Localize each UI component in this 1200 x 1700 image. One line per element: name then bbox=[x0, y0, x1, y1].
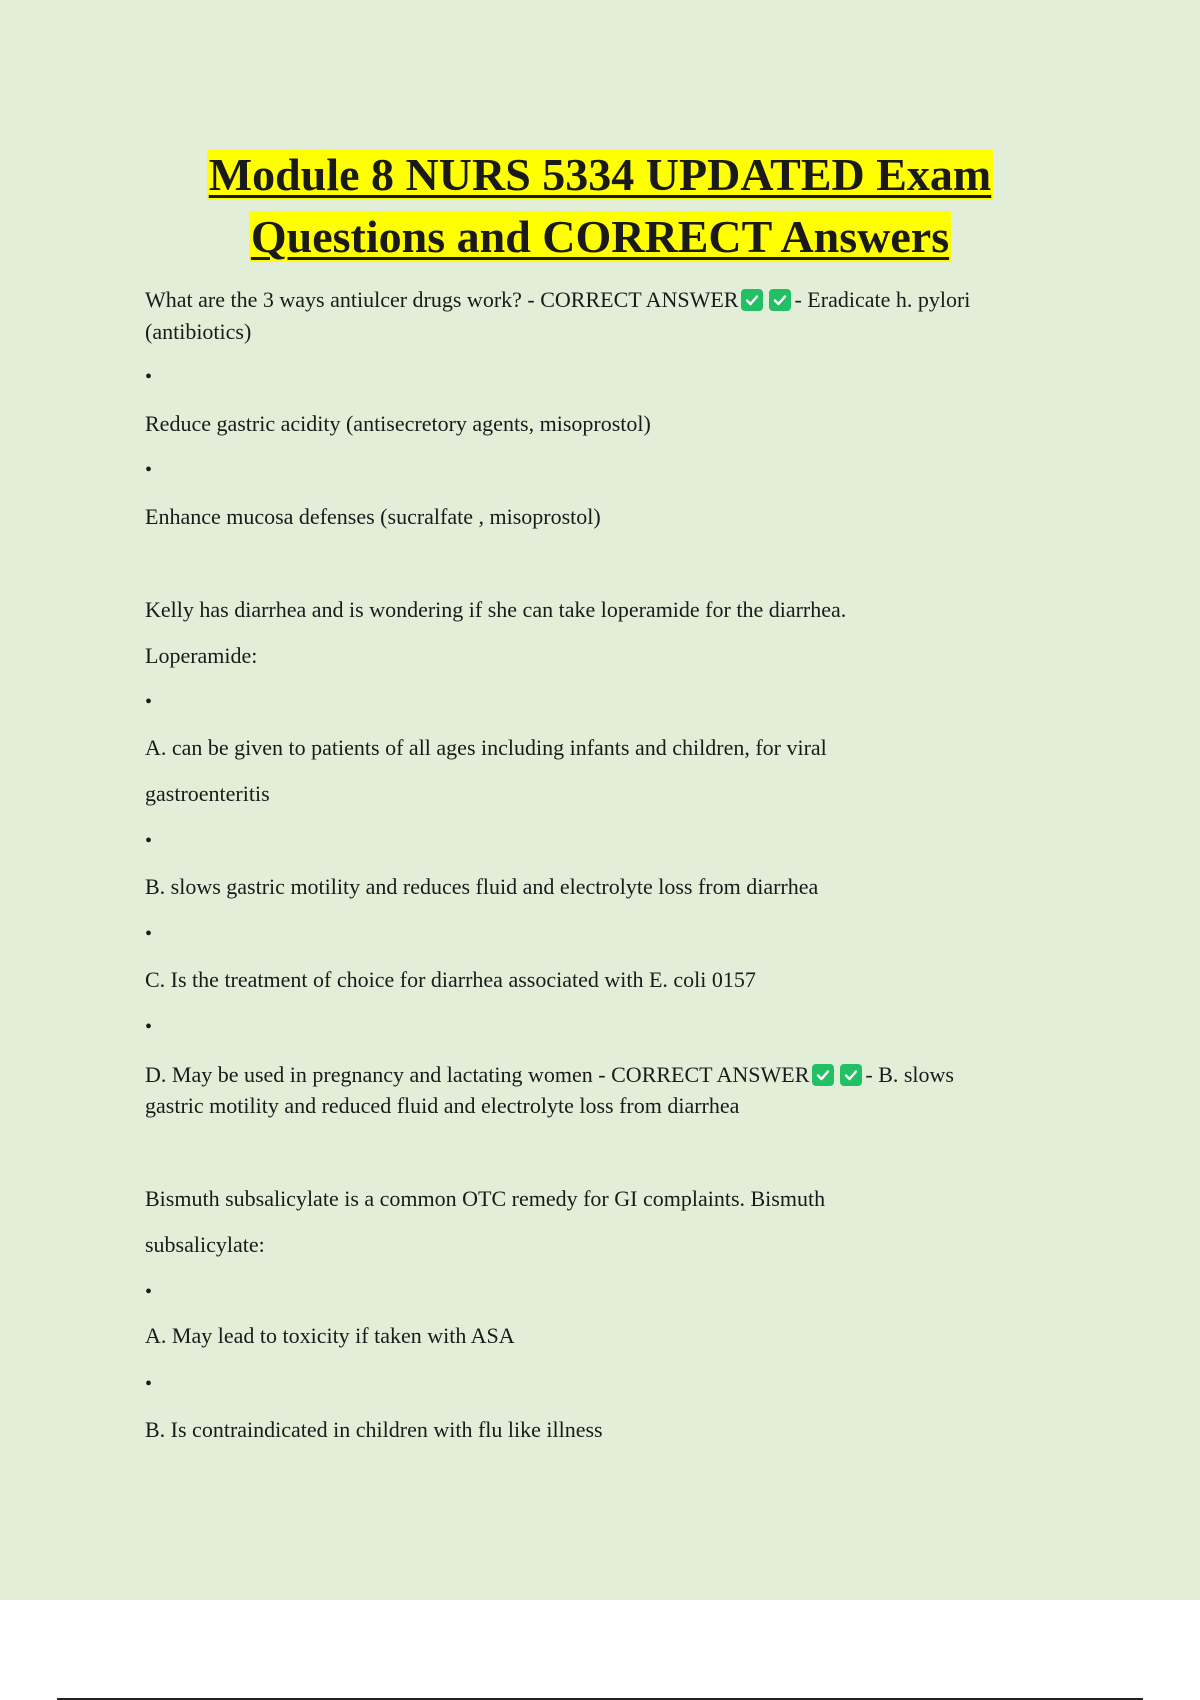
q2-option-a-line-2: gastroenteritis bbox=[145, 781, 270, 806]
check-mark-icon bbox=[812, 1064, 834, 1086]
q2-option-b: B. slows gastric motility and reduces fluid and electrolyte loss from diarrhea bbox=[145, 874, 819, 899]
q1-question-line bbox=[145, 284, 1075, 315]
q3-question-line-1: Bismuth subsalicylate is a common OTC remedy for GI complaints. Bismuth bbox=[145, 1186, 826, 1211]
bullet-marker: • bbox=[145, 830, 153, 852]
q2-option-d-text: D. May be used in pregnancy and lactating women - CORRECT ANSWER bbox=[145, 1062, 810, 1087]
title-line-2: Questions and CORRECT Answers bbox=[250, 211, 950, 262]
bullet-marker: • bbox=[145, 366, 153, 388]
bullet-marker: • bbox=[145, 923, 153, 945]
check-mark-icon bbox=[769, 289, 791, 311]
q2-option-a-line-1: A. can be given to patients of all ages including infants and children, for viral bbox=[145, 735, 827, 760]
bullet-marker: • bbox=[145, 691, 153, 713]
q3-option-b: B. Is contraindicated in children with flu like illness bbox=[145, 1417, 603, 1442]
q2-question: Kelly has diarrhea and is wondering if she can take loperamide for the diarrhea. bbox=[145, 597, 847, 622]
q3-option-a: A. May lead to toxicity if taken with ASA bbox=[145, 1323, 515, 1348]
q1-item-2: Reduce gastric acidity (antisecretory agents, misoprostol) bbox=[145, 411, 651, 436]
q2-answer-continuation: gastric motility and reduced fluid and electrolyte loss from diarrhea bbox=[145, 1093, 740, 1118]
q2-option-d-line bbox=[145, 1059, 1075, 1090]
bullet-marker: • bbox=[145, 459, 153, 481]
bullet-marker: • bbox=[145, 1281, 153, 1303]
q1-answer-continuation: (antibiotics) bbox=[145, 319, 252, 344]
title-line-1: Module 8 NURS 5334 UPDATED Exam bbox=[208, 149, 992, 200]
q2-subject: Loperamide: bbox=[145, 643, 258, 668]
q1-question-text: What are the 3 ways antiulcer drugs work? - CORRECT ANSWER bbox=[145, 287, 739, 312]
q2-answer-text: - B. slows bbox=[865, 1062, 954, 1087]
q3-question-line-2: subsalicylate: bbox=[145, 1232, 265, 1257]
q1-answer-text: - Eradicate h. pylori bbox=[794, 287, 971, 312]
bullet-marker: • bbox=[145, 1373, 153, 1395]
check-mark-icon bbox=[840, 1064, 862, 1086]
q2-option-c: C. Is the treatment of choice for diarrhea associated with E. coli 0157 bbox=[145, 967, 756, 992]
page-title bbox=[0, 144, 1200, 268]
bullet-marker: • bbox=[145, 1016, 153, 1038]
q1-item-3: Enhance mucosa defenses (sucralfate , misoprostol) bbox=[145, 504, 601, 529]
check-mark-icon bbox=[741, 289, 763, 311]
